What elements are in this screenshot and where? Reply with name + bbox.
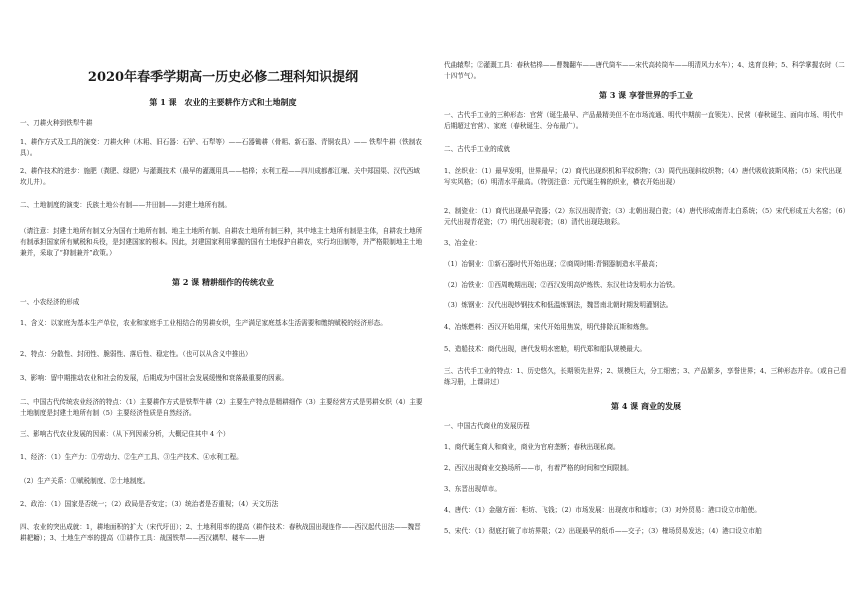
left-paragraph: 2、耕作技术的进步：施肥（粪肥、绿肥）与灌溉技术（最早的灌溉用具——桔槔；水利工程——四川成都都江堰、关中郑国渠、汉代西域坎儿井）。 (20, 167, 420, 186)
left-paragraph: 三、影响古代农业发展的因素：（从下列因素分析，大概记住其中 4 个） (20, 430, 230, 438)
left-paragraph: 四、农业的突出成就：1，耕地面积的扩大（宋代圩田）；2、土地利用率的提高（耕作技术：春秋战国出现连作——西汉起代田法——魏晋耕耙耱）；3、土地生产率的提高（①耕作工具：战国铁犁——西汉耦犁、耧车——唐 (20, 523, 421, 542)
right-paragraph: 2、制瓷业：（1）商代出现最早瓷器；（2）东汉出现青瓷；（3）北朝出现白瓷；（4）唐代形成南青北白系统；（5）宋代形成五大名窑；（6）元代出现青花瓷；（7）明代出现彩瓷；（8）清代出现珐琅彩。 (444, 207, 846, 226)
left-paragraph: （2）生产关系：①赋税制度、②土地制度。 (20, 477, 150, 485)
right-paragraph: 二、古代手工业的成就 (444, 145, 510, 153)
right-paragraph: 1、商代诞生商人和商业，商业为官府垄断；春秋出现私商。 (444, 443, 620, 451)
right-paragraph: 4、冶炼燃料：西汉开始用煤，宋代开始用焦炭，明代排除瓦斯和炼焦。 (444, 323, 653, 331)
document-title: 2020年春季学期高一历史必修二理科知识提纲 (87, 70, 359, 85)
lesson-2-heading: 第 2 课 精耕细作的传统农业 (172, 277, 274, 287)
right-paragraph: 一、中国古代商业的发展历程 (444, 422, 530, 430)
right-paragraph: 5、宋代：（1）彻底打破了市坊界限；（2）出现最早的纸币——交子；（3）榷场贸易发达；（4）港口设立市舶 (444, 527, 762, 535)
left-paragraph: 1、含义：以家庭为基本生产单位，农业和家庭手工业相结合的男耕女织，生产满足家庭基本生活需要和缴纳赋税的经济形态。 (20, 319, 387, 327)
left-paragraph: 2、特点：分散性、封闭性、脆弱性、落后性、稳定性。（也可以从含义中推出） (20, 350, 252, 358)
right-paragraph: 3、东晋出现草市。 (444, 485, 501, 493)
left-paragraph: 二、土地制度的演变：氏族土地公有制——井田制——封建土地所有制。 (20, 201, 231, 209)
right-paragraph: 5、造船技术：商代出现，唐代发明水密舱，明代郑和船队规模最大。 (444, 345, 647, 353)
lesson-1-heading: 第 1 课 农业的主要耕作方式和土地制度 (149, 97, 297, 107)
right-paragraph: 2、西汉出现商业交换场所——市，有着严格的时间和空间限制。 (444, 464, 633, 472)
right-paragraph: 1、丝织业：（1）最早发明，世界最早；（2）商代出现织机和平纹织物；（3）周代出现斜纹织物；（4）唐代吸收波斯风格；（5）宋代出现写实风格；（6）明清水平最高。（特别注意：元代诞生棉的织业，横衣开始出现） (444, 167, 842, 186)
right-paragraph: （2）冶铁业：①西周晚期出现；②西汉发明高炉炼铁、东汉杜诗发明水力冶铁。 (444, 281, 679, 289)
left-note-paragraph: （请注意：封建土地所有制又分为国有土地所有制、地主土地所有制、自耕农土地所有制三种，其中地主土地所有制是主体，自耕农土地所有制承担国家所有赋税和兵役，是封建国家的根本。因此，封建国家利用掌握的国有土地保护自耕农，实行均田制等，并严格限制地主土地兼并，采取了“抑制兼并”政策。） (20, 227, 423, 257)
left-paragraph: 1、耕作方式及工具的演变：刀耕火种（木耜、旧石器：石铲、石犁等）——石器锄耕（骨耜、新石器、青铜农具）—— 铁犁牛耕（铁制农具）。 (20, 138, 422, 157)
left-paragraph: 3、影响：留中期推动农业和社会的发展，后期成为中国社会发展缓慢和衰落最重要的因素。 (20, 374, 288, 382)
right-paragraph: 4、唐代：（1）金融方面：柜坊、飞钱；（2）市场发展：出现夜市和墟市；（3）对外贸易：港口设立市舶使。 (444, 506, 761, 514)
left-paragraph: 1、经济：（1）生产力：①劳动力、②生产工具、③生产技术、④水利工程。 (20, 453, 243, 461)
right-paragraph: 三、古代手工业的特点：1、历史悠久，长期领先世界；2、规模巨大，分工细密；3、产品繁多，享誉世界；4、三种形态并存。（或自己看练习册，上课讲过） (444, 367, 847, 386)
right-paragraph: （1）冶铜业：①新石器时代开始出现；②商周时期:青铜器制造水平最高； (444, 260, 662, 268)
left-paragraph: 2、政治：（1）国家是否统一；（2）政局是否安定；（3）统治者是否重视；（4）天文历法 (20, 500, 279, 508)
lesson-4-heading: 第 4 课 商业的发展 (611, 401, 681, 411)
right-paragraph: （3）炼钢业：汉代出现炒钢技术和低温炼钢法，魏晋南北朝时期发明灌钢法。 (444, 301, 673, 309)
right-paragraph: 一、古代手工业的三种形态：官营（诞生最早、产品最精美但不在市场流通、明代中期前一直领先）、民营（春秋诞生、面向市场、明代中后期超过官营）、家庭（春秋诞生、分布最广）。 (444, 111, 843, 130)
left-paragraph: 一、刀耕火种到铁犁牛耕 (20, 119, 93, 127)
lesson-3-heading: 第 3 课 享誉世界的手工业 (599, 90, 693, 100)
right-paragraph: 代曲辕犁；②灌溉工具：春秋桔槔——曹魏翻车——唐代筒车——宋代高转筒车——明清风力水车）；4、选育良种；5、科学掌握农时（二十四节气）。 (444, 61, 845, 80)
right-paragraph: 3、冶金业： (444, 239, 482, 247)
left-paragraph: 二、中国古代传统农业经济的特点：（1）主要耕作方式是铁犁牛耕（2）主要生产特点是精耕细作（3）主要经营方式是男耕女织（4）主要土地制度是封建土地所有制（5）主要经济性质是自然经济。 (20, 398, 423, 417)
left-paragraph: 一、小农经济的形成 (20, 298, 80, 306)
